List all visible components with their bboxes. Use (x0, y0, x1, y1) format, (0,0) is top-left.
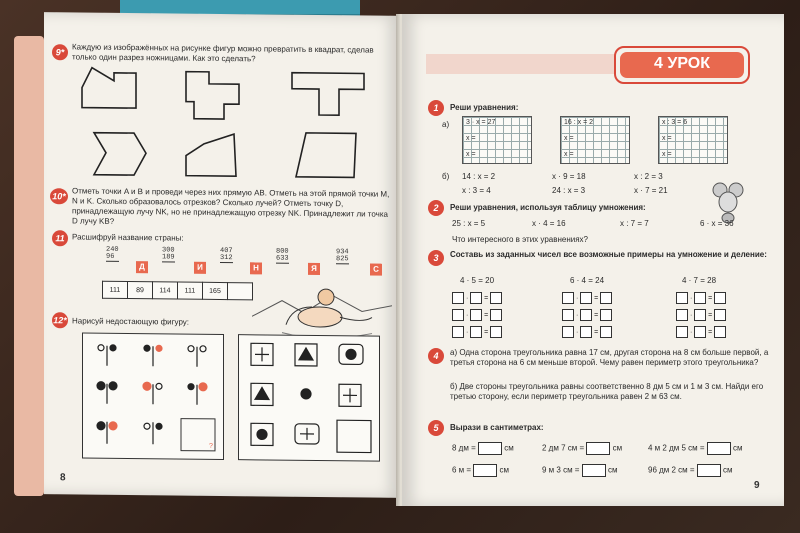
cipher-cell: 89 (128, 282, 153, 299)
calc-2: 300 189 (162, 246, 175, 262)
eq-2-3: x : 7 = 7 (620, 219, 649, 228)
answer-boxes-3a: · = · = · = (452, 290, 502, 341)
cipher-cell (228, 283, 253, 300)
task4-text-a: а) Одна сторона треугольника равна 17 см, другая сторона на 8 см больше первой, а третья сторона на 6 см меньше второй. Чему равен периметр этого треугольника? (450, 348, 769, 367)
task4-text-b: б) Две стороны треугольника равны соответственно 8 дм 5 см и 1 м 3 см. Найди его третью сторону, если периметр треугольника равен 2 м 63 см. (450, 382, 764, 401)
task9-badge: 9* (52, 44, 68, 60)
conv-row2-3: 96 дм 2 см = см (648, 464, 733, 477)
eq-b-1: 14 : x = 2 (462, 172, 496, 181)
calc-5: 934 825 (336, 248, 349, 264)
cut-shape-6 (296, 133, 356, 178)
letter-ya: Я (308, 263, 320, 275)
task11-badge: 11 (52, 230, 68, 246)
book-cover-edge (14, 36, 44, 496)
cipher-cell: 165 (203, 282, 228, 299)
eq-b-6: x · 7 = 21 (634, 186, 668, 195)
task2-badge: 2 (428, 200, 444, 216)
cut-shape-2 (186, 72, 239, 120)
puzzle2-symbols (239, 335, 379, 460)
task9-text: Каждую из изображённых на рисунке фигур можно превратить в квадрат, сделав только один разрез ножницами. Как это сделать? (72, 42, 374, 64)
cut-shape-3 (292, 73, 364, 116)
calc-4: 800 633 (276, 247, 289, 263)
equation-grid-3: x : 3 = 6 x = x = (658, 116, 728, 164)
symbol-puzzle-2 (238, 334, 380, 461)
task11-text: Расшифруй название страны: (72, 232, 184, 243)
task5-badge: 5 (428, 420, 444, 436)
conv-row2-2: 9 м 3 см = см (542, 464, 617, 477)
lesson-banner (614, 46, 750, 84)
task9-shapes (74, 62, 394, 185)
set-3-1: 4 · 5 = 20 (460, 276, 495, 285)
mouse-illustration (708, 180, 748, 224)
task10-badge: 10* (50, 188, 68, 204)
task1-text: Реши уравнения: (450, 103, 519, 112)
eq-2-2: x · 4 = 16 (532, 219, 566, 228)
task5-text: Вырази в сантиметрах: (450, 423, 544, 432)
right-page (402, 14, 784, 506)
cut-shape-5 (186, 134, 236, 177)
answer-boxes-3c: · = · = · = (676, 290, 726, 341)
task1-part-a: а) (442, 120, 450, 129)
letter-d: Д (136, 261, 148, 273)
eq-2-1: 25 : x = 5 (452, 219, 486, 228)
symbol-puzzle-1 (82, 333, 224, 460)
right-page-number: 9 (754, 480, 760, 491)
calc-3: 407 312 (220, 246, 233, 263)
letter-s: С (370, 264, 382, 276)
eq-b-3: x : 2 = 3 (634, 172, 663, 181)
cut-shape-1 (82, 68, 136, 109)
calc-1: 240 96 (106, 245, 119, 261)
equation-grid-1: 3 · x = 27 x = x = (462, 116, 532, 164)
task12-badge: 12* (52, 312, 68, 328)
task3-text: Составь из заданных чисел все возможные примеры на умножение и деление: (450, 250, 767, 259)
puzzle1-symbols (83, 334, 223, 459)
eq-2-4: 6 · x = 36 (700, 219, 734, 228)
cipher-table (102, 281, 253, 301)
task10-text: Отметь точки A и B и проведи через них прямую AB. Отметь на этой прямой точки M, N и K. Сколько образовалось отрезков? Сколько лучей? Отметь точку D, принадлежащую лучу NK, но не принадлежащую отрезку NK. Принадлежит ли точка D лучу KB? (72, 186, 390, 226)
letter-n: Н (250, 262, 262, 274)
question-mark: ? (209, 442, 213, 450)
task4-badge: 4 (428, 348, 444, 364)
eq-b-2: x · 9 = 18 (552, 172, 586, 181)
cut-shape-4 (94, 133, 146, 176)
task2-question: Что интересного в этих уравнениях? (452, 235, 588, 244)
conv-row1-3: 4 м 2 дм 5 см = см (648, 442, 743, 455)
cipher-cell: 111 (103, 281, 128, 298)
conv-row1-1: 8 дм = см (452, 442, 514, 455)
conv-row1-2: 2 дм 7 см = см (542, 442, 622, 455)
set-3-3: 4 · 7 = 28 (682, 276, 717, 285)
header-band (426, 54, 616, 74)
conv-row2-1: 6 м = см (452, 464, 509, 477)
cipher-cell: 111 (178, 282, 203, 299)
task3-badge: 3 (428, 250, 444, 266)
equation-grid-2: 16 : x = 2 x = x = (560, 116, 630, 164)
eq-b-4: x : 3 = 4 (462, 186, 491, 195)
set-3-2: 6 · 4 = 24 (570, 276, 605, 285)
left-page (44, 12, 400, 498)
task1-badge: 1 (428, 100, 444, 116)
eq-b-5: 24 : x = 3 (552, 186, 586, 195)
task12-text: Нарисуй недостающую фигуру: (72, 316, 190, 327)
lesson-title: 4 УРОК (620, 52, 744, 78)
cipher-cell: 114 (153, 282, 178, 299)
task2-text: Реши уравнения, используя таблицу умножения: (450, 203, 646, 212)
task1-part-b: б) (442, 172, 450, 181)
left-page-number: 8 (60, 472, 66, 484)
answer-boxes-3b: · = · = · = (562, 290, 612, 341)
letter-i: И (194, 262, 206, 274)
